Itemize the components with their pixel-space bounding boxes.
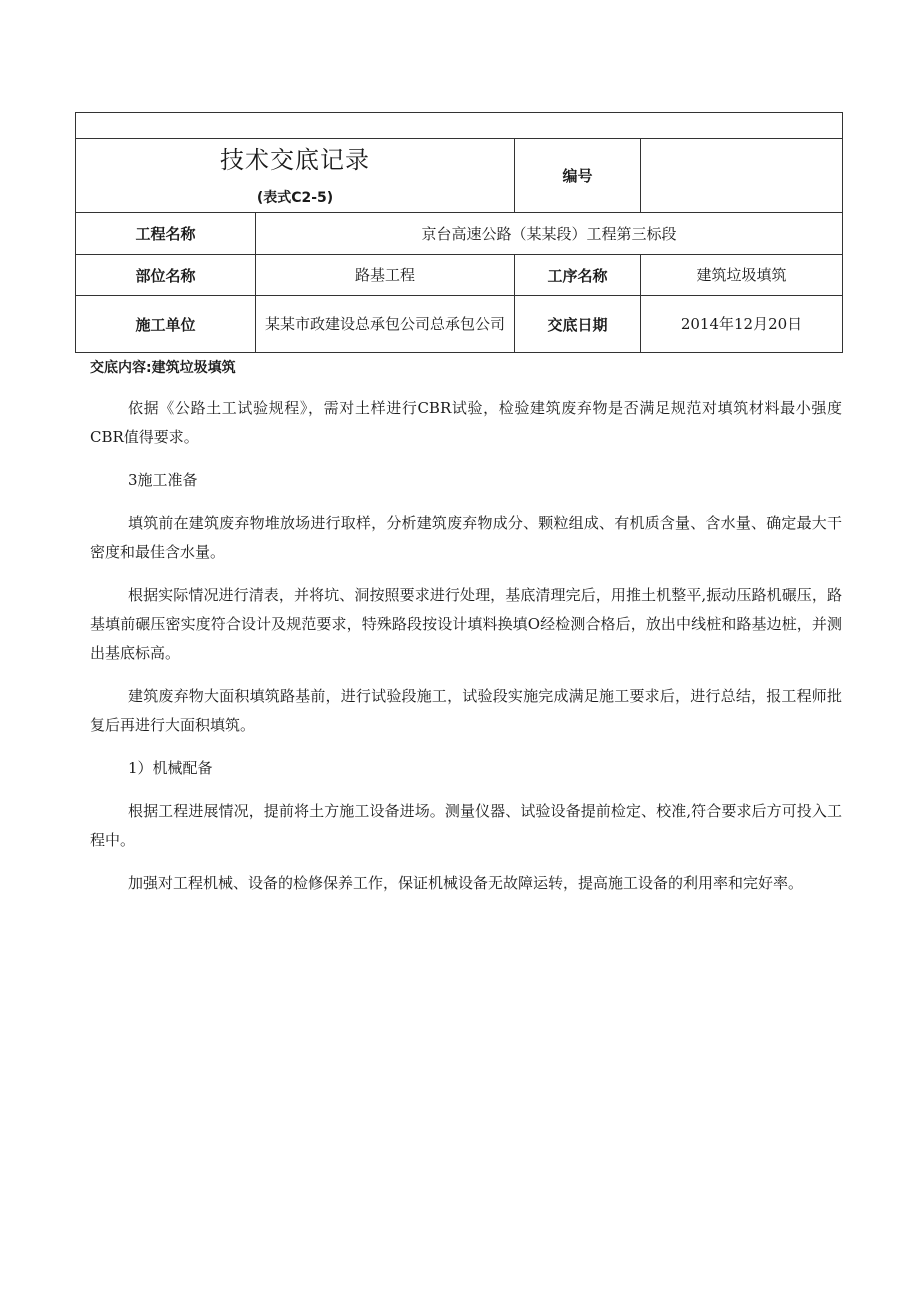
content-body xyxy=(90,394,842,912)
date-value: 2014年12月20日 xyxy=(641,296,843,353)
form-code: (表式C2-5) xyxy=(256,189,334,206)
project-name-label: 工程名称 xyxy=(76,213,256,255)
paragraph: 填筑前在建筑废弃物堆放场进行取样，分析建筑废弃物成分、颗粒组成、有机质含量、含水量、确定最大干密度和最佳含水量。 xyxy=(90,514,842,561)
number-label: 编号 xyxy=(515,139,641,213)
paragraph: 根据实际情况进行清表，并将坑、洞按照要求进行处理，基底清理完后，用推土机整平,振动压路机碾压，路基填前碾压密实度符合设计及规范要求，特殊路段按设计填料换填O经检测合格后，放出中线桩和路基边桩，并测出基底标高。 xyxy=(90,586,842,662)
paragraph: 1）机械配备 xyxy=(128,759,213,777)
date-label: 交底日期 xyxy=(515,296,641,353)
record-title: 技术交底记录 xyxy=(220,145,370,174)
content-heading: 交底内容:建筑垃圾填筑 xyxy=(90,360,236,376)
paragraph: 根据工程进展情况，提前将土方施工设备进场。测量仪器、试验设备提前检定、校准,符合要求后方可投入工程中。 xyxy=(90,802,842,849)
part-row xyxy=(76,255,843,296)
paragraph: 加强对工程机械、设备的检修保养工作，保证机械设备无故障运转，提高施工设备的利用率和完好率。 xyxy=(128,874,804,892)
project-row xyxy=(76,213,843,255)
paragraph: 建筑废弃物大面积填筑路基前，进行试验段施工，试验段实施完成满足施工要求后，进行总结，报工程师批复后再进行大面积填筑。 xyxy=(90,687,842,734)
paragraph: 依据《公路土工试验规程》，需对土样进行CBR试验，检验建筑废弃物是否满足规范对填筑材料最小强度CBR值得要求。 xyxy=(90,399,842,446)
paragraph: 3施工准备 xyxy=(128,471,198,489)
process-label: 工序名称 xyxy=(515,255,641,296)
number-value xyxy=(641,139,843,213)
part-label: 部位名称 xyxy=(76,255,256,296)
part-value: 路基工程 xyxy=(256,255,515,296)
unit-label: 施工单位 xyxy=(76,296,256,353)
title-row xyxy=(76,139,843,213)
title-cell xyxy=(76,139,515,213)
project-name-value: 京台高速公路（某某段）工程第三标段 xyxy=(256,213,843,255)
header-blank-row xyxy=(76,113,843,139)
technical-disclosure-table xyxy=(75,112,843,353)
blank-cell xyxy=(76,113,843,139)
process-value: 建筑垃圾填筑 xyxy=(641,255,843,296)
unit-row xyxy=(76,296,843,353)
unit-value: 某某市政建设总承包公司总承包公司 xyxy=(256,296,515,353)
